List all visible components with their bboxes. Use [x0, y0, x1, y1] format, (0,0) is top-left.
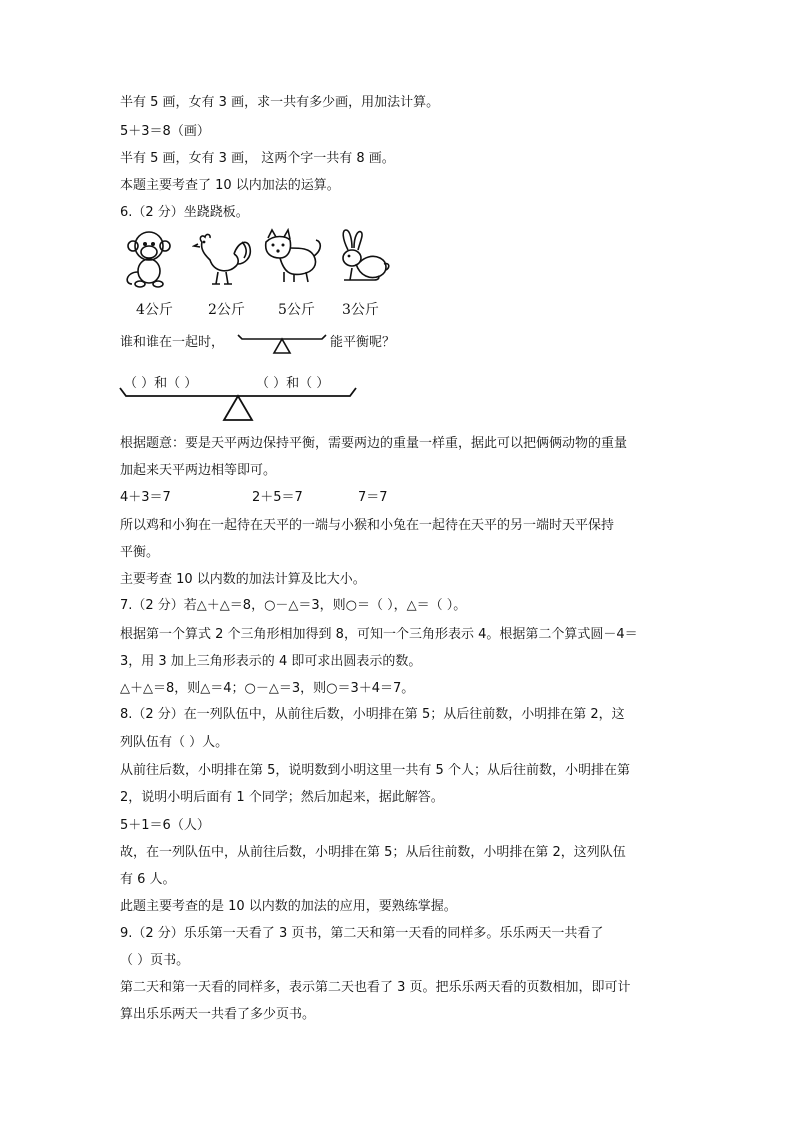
seesaw-icon: [118, 386, 358, 426]
answer-line: 主要考查 10 以内数的加法计算及比大小。: [120, 572, 366, 587]
question-8: 8.（2 分）在一列队伍中，从前往后数，小明排在第 5；从后往前数，小明排在第 2，这: [120, 707, 625, 722]
animals-row: [118, 228, 398, 290]
weight-label: 4公斤: [136, 302, 173, 318]
answer-line: 有 6 人。: [120, 872, 176, 887]
answer-line: 此题主要考查的是 10 以内数的加法的应用，要熟练掌握。: [120, 899, 457, 914]
question-9: 9.（2 分）乐乐第一天看了 3 页书，第二天和第一天看的同样多。乐乐两天一共看了: [120, 926, 604, 941]
equation: 4＋3＝7: [120, 490, 171, 505]
answer-line: 算出乐乐两天一共看了多少页书。: [120, 1007, 316, 1022]
weight-label: 2公斤: [208, 302, 245, 318]
answer-line: 故，在一列队伍中，从前往后数，小明排在第 5；从后往前数，小明排在第 2，这列队伍: [120, 845, 626, 860]
answer-line: 半有 5 画，女有 3 画，求一共有多少画，用加法计算。: [120, 95, 440, 110]
equation: 2＋5＝7: [252, 490, 303, 505]
weight-label: 3公斤: [342, 302, 379, 318]
question-6-title: 6.（2 分）坐跷跷板。: [120, 205, 249, 220]
answer-blank-right[interactable]: （ ）和（ ）: [256, 376, 330, 391]
answer-line: 5＋3＝8（画）: [120, 124, 210, 139]
dog-icon: [260, 228, 324, 290]
question-9: （ ）页书。: [120, 953, 190, 968]
answer-blank-left[interactable]: （ ）和（ ）: [124, 376, 198, 391]
question-6-prompt: 谁和谁在一起时，: [120, 335, 225, 350]
answer-line: 本题主要考查了 10 以内加法的运算。: [120, 178, 340, 193]
question-8: 列队伍有（ ）人。: [120, 735, 229, 750]
answer-line: 从前往后数，小明排在第 5，说明数到小明这里一共有 5 个人；从后往前数，小明排在第: [120, 763, 630, 778]
answer-line: 所以鸡和小狗在一起待在天平的一端与小猴和小兔在一起待在天平的另一端时天平保持: [120, 518, 615, 533]
weight-label: 5公斤: [278, 302, 315, 318]
question-6-prompt-end: 能平衡呢？: [330, 335, 396, 350]
answer-line: 加起来天平两边相等即可。: [120, 463, 277, 478]
answer-line: 半有 5 画，女有 3 画， 这两个字一共有 8 画。: [120, 151, 395, 166]
rooster-icon: [192, 228, 256, 290]
equation: 7＝7: [358, 490, 388, 505]
question-7: 7.（2 分）若△＋△＝8，○－△＝3，则○＝（ ），△＝（ ）。: [120, 598, 467, 613]
answer-line: 根据题意：要是天平两边保持平衡，需要两边的重量一样重，据此可以把俩俩动物的重量: [120, 436, 628, 451]
monkey-icon: [118, 228, 182, 290]
answer-line: 3，用 3 加上三角形表示的 4 即可求出圆表示的数。: [120, 654, 422, 669]
answer-line: △＋△＝8，则△＝4；○－△＝3，则○＝3＋4＝7。: [120, 681, 415, 696]
answer-line: 根据第一个算式 2 个三角形相加得到 8，可知一个三角形表示 4。根据第二个算式圆－4＝: [120, 627, 638, 642]
rabbit-icon: [330, 228, 394, 290]
answer-line: 2，说明小明后面有 1 个同学；然后加起来，据此解答。: [120, 790, 444, 805]
answer-line: 第二天和第一天看的同样多，表示第二天也看了 3 页。把乐乐两天看的页数相加，即可计: [120, 980, 631, 995]
seesaw-icon: [236, 331, 328, 355]
answer-line: 5＋1＝6（人）: [120, 818, 210, 833]
answer-line: 平衡。: [120, 545, 160, 560]
